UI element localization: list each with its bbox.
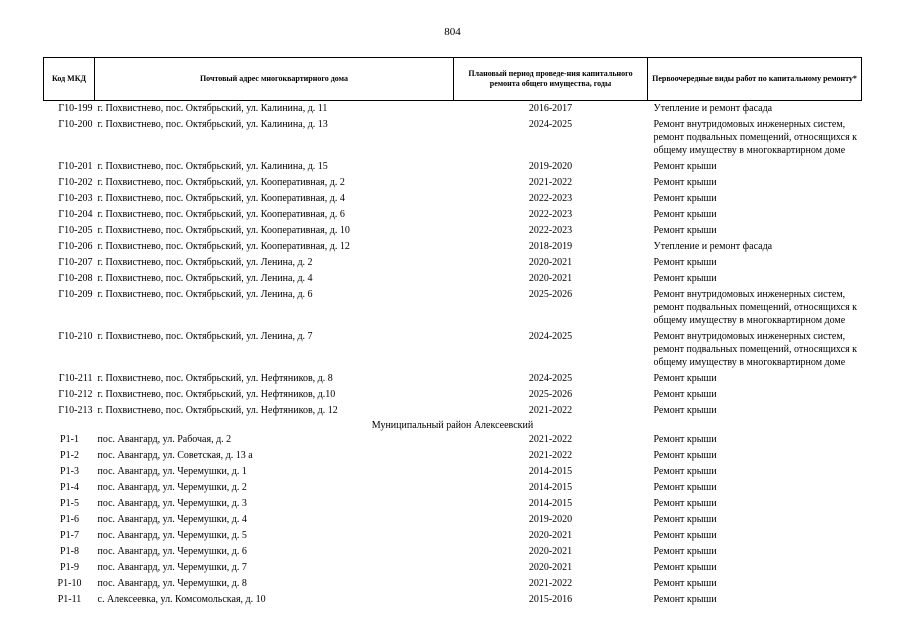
cell-address: г. Похвистнево, пос. Октябрьский, ул. Кооперативная, д. 12 xyxy=(97,241,350,252)
table-row xyxy=(44,207,862,223)
table-row xyxy=(44,448,862,464)
cell-address: г. Похвистнево, пос. Октябрьский, ул. Кооперативная, д. 10 xyxy=(97,225,350,236)
cell-address: пос. Авангард, ул. Черемушки, д. 3 xyxy=(97,498,247,509)
cell-address: пос. Авангард, ул. Рабочая, д. 2 xyxy=(97,434,232,445)
cell-work: Ремонт крыши xyxy=(653,161,717,172)
cell-work: Ремонт внутридомовых инженерных систем, ремонт подвальных помещений, относящихся к общему имуществу в многоквартирном доме xyxy=(653,289,858,326)
cell-address: г. Похвистнево, пос. Октябрьский, ул. Нефтяников, д. 12 xyxy=(97,405,338,416)
cell-address: г. Похвистнево, пос. Октябрьский, ул. Нефтяников, д.10 xyxy=(97,389,336,400)
cell-period: 2020-2021 xyxy=(528,257,573,268)
cell-period: 2018-2019 xyxy=(528,241,573,252)
table-row xyxy=(44,287,862,329)
cell-work: Ремонт крыши xyxy=(653,482,717,493)
table-row xyxy=(44,101,862,118)
cell-work: Ремонт крыши xyxy=(653,373,717,384)
cell-period: 2021-2022 xyxy=(528,405,573,416)
cell-work: Ремонт крыши xyxy=(653,434,717,445)
cell-address: г. Похвистнево, пос. Октябрьский, ул. Ленина, д. 2 xyxy=(97,257,313,268)
cell-period: 2021-2022 xyxy=(528,177,573,188)
cell-period: 2020-2021 xyxy=(528,562,573,573)
repair-schedule-table xyxy=(43,57,862,608)
table-row xyxy=(44,528,862,544)
table-row xyxy=(44,255,862,271)
cell-address: г. Похвистнево, пос. Октябрьский, ул. Ленина, д. 6 xyxy=(97,289,313,300)
cell-address: г. Похвистнево, пос. Октябрьский, ул. Калинина, д. 11 xyxy=(97,103,328,114)
table-row xyxy=(44,403,862,419)
table-row xyxy=(44,576,862,592)
header-code: Код МКД xyxy=(44,58,95,101)
table-row xyxy=(44,480,862,496)
cell-period: 2019-2020 xyxy=(528,161,573,172)
cell-address: г. Похвистнево, пос. Октябрьский, ул. Калинина, д. 13 xyxy=(97,119,328,130)
cell-period: 2022-2023 xyxy=(528,209,573,220)
cell-code: Г10-202 xyxy=(58,177,93,188)
cell-code: Г10-200 xyxy=(58,119,93,130)
cell-period: 2025-2026 xyxy=(528,289,573,300)
cell-work: Ремонт крыши xyxy=(653,562,717,573)
cell-period: 2022-2023 xyxy=(528,225,573,236)
cell-work: Ремонт крыши xyxy=(653,389,717,400)
cell-code: Г10-212 xyxy=(58,389,93,400)
cell-address: г. Похвистнево, пос. Октябрьский, ул. Калинина, д. 15 xyxy=(97,161,328,172)
cell-code: Р1-7 xyxy=(60,530,79,541)
cell-work: Ремонт крыши xyxy=(653,405,717,416)
header-period: Плановый период проведе-ния капитального ремонта общего имущества, годы xyxy=(454,58,648,101)
cell-work: Ремонт крыши xyxy=(653,450,717,461)
table-row xyxy=(44,496,862,512)
cell-period: 2020-2021 xyxy=(528,546,573,557)
cell-address: г. Похвистнево, пос. Октябрьский, ул. Нефтяников, д. 8 xyxy=(97,373,333,384)
cell-code: Р1-2 xyxy=(60,450,79,461)
table-row xyxy=(44,191,862,207)
cell-work: Ремонт крыши xyxy=(653,177,717,188)
table-row xyxy=(44,432,862,448)
cell-address: г. Похвистнево, пос. Октябрьский, ул. Кооперативная, д. 4 xyxy=(97,193,345,204)
cell-code: Р1-10 xyxy=(57,578,82,589)
cell-period: 2025-2026 xyxy=(528,389,573,400)
cell-code: Г10-209 xyxy=(58,289,93,300)
cell-period: 2016-2017 xyxy=(528,103,573,114)
cell-code: Г10-204 xyxy=(58,209,93,220)
cell-code: Г10-207 xyxy=(58,257,93,268)
cell-code: Р1-9 xyxy=(60,562,79,573)
cell-period: 2019-2020 xyxy=(528,514,573,525)
table-row xyxy=(44,117,862,159)
cell-code: Р1-11 xyxy=(57,594,82,605)
cell-address: пос. Авангард, ул. Черемушки, д. 2 xyxy=(97,482,247,493)
cell-work: Ремонт крыши xyxy=(653,193,717,204)
cell-code: Р1-6 xyxy=(60,514,79,525)
cell-code: Р1-1 xyxy=(60,434,79,445)
cell-address: пос. Авангард, ул. Черемушки, д. 5 xyxy=(97,530,247,541)
cell-code: Г10-201 xyxy=(58,161,93,172)
cell-code: Г10-205 xyxy=(58,225,93,236)
table-row xyxy=(44,560,862,576)
cell-period: 2020-2021 xyxy=(528,273,573,284)
cell-work: Ремонт крыши xyxy=(653,273,717,284)
cell-address: пос. Авангард, ул. Советская, д. 13 а xyxy=(97,450,253,461)
table-row xyxy=(44,544,862,560)
cell-work: Ремонт крыши xyxy=(653,209,717,220)
cell-work: Ремонт крыши xyxy=(653,530,717,541)
table-row xyxy=(44,223,862,239)
cell-period: 2021-2022 xyxy=(528,450,573,461)
cell-address: г. Похвистнево, пос. Октябрьский, ул. Кооперативная, д. 2 xyxy=(97,177,345,188)
cell-code: Р1-5 xyxy=(60,498,79,509)
cell-address: пос. Авангард, ул. Черемушки, д. 7 xyxy=(97,562,247,573)
cell-address: г. Похвистнево, пос. Октябрьский, ул. Ленина, д. 7 xyxy=(97,331,313,342)
cell-address: г. Похвистнево, пос. Октябрьский, ул. Ленина, д. 4 xyxy=(97,273,313,284)
table-row xyxy=(44,159,862,175)
page-number: 804 xyxy=(444,26,461,38)
cell-work: Ремонт крыши xyxy=(653,466,717,477)
table-row xyxy=(44,271,862,287)
cell-work: Утепление и ремонт фасада xyxy=(653,241,773,252)
table-body xyxy=(44,101,862,609)
cell-period: 2020-2021 xyxy=(528,530,573,541)
table-row xyxy=(44,329,862,371)
cell-address: пос. Авангард, ул. Черемушки, д. 6 xyxy=(97,546,247,557)
cell-address: г. Похвистнево, пос. Октябрьский, ул. Кооперативная, д. 6 xyxy=(97,209,345,220)
cell-code: Г10-199 xyxy=(58,103,93,114)
cell-code: Г10-211 xyxy=(58,373,93,384)
table-row xyxy=(44,371,862,387)
table-row xyxy=(44,239,862,255)
cell-address: пос. Авангард, ул. Черемушки, д. 4 xyxy=(97,514,247,525)
cell-period: 2024-2025 xyxy=(528,119,573,130)
cell-code: Г10-203 xyxy=(58,193,93,204)
cell-period: 2014-2015 xyxy=(528,482,573,493)
cell-period: 2014-2015 xyxy=(528,466,573,477)
cell-work: Ремонт крыши xyxy=(653,514,717,525)
cell-period: 2021-2022 xyxy=(528,434,573,445)
table-row xyxy=(44,175,862,191)
cell-code: Г10-208 xyxy=(58,273,93,284)
cell-code: Г10-213 xyxy=(58,405,93,416)
cell-work: Ремонт крыши xyxy=(653,225,717,236)
district-row xyxy=(44,419,862,432)
cell-address: пос. Авангард, ул. Черемушки, д. 8 xyxy=(97,578,247,589)
cell-work: Ремонт крыши xyxy=(653,257,717,268)
cell-work: Ремонт внутридомовых инженерных систем, ремонт подвальных помещений, относящихся к общему имуществу в многоквартирном доме xyxy=(653,119,858,156)
district-title: Муниципальный район Алексеевский xyxy=(371,420,534,431)
cell-period: 2021-2022 xyxy=(528,578,573,589)
cell-address: с. Алексеевка, ул. Комсомольская, д. 10 xyxy=(97,594,266,605)
table-row xyxy=(44,387,862,403)
cell-period: 2024-2025 xyxy=(528,331,573,342)
header-works: Первоочередные виды работ по капитальному ремонту* xyxy=(648,58,862,101)
table-row xyxy=(44,464,862,480)
cell-work: Ремонт крыши xyxy=(653,594,717,605)
cell-work: Утепление и ремонт фасада xyxy=(653,103,773,114)
table-row xyxy=(44,512,862,528)
cell-period: 2014-2015 xyxy=(528,498,573,509)
cell-code: Г10-210 xyxy=(58,331,93,342)
header-address: Почтовый адрес многоквартирного дома xyxy=(95,58,454,101)
cell-work: Ремонт крыши xyxy=(653,498,717,509)
cell-work: Ремонт крыши xyxy=(653,578,717,589)
cell-period: 2022-2023 xyxy=(528,193,573,204)
cell-address: пос. Авангард, ул. Черемушки, д. 1 xyxy=(97,466,247,477)
cell-work: Ремонт внутридомовых инженерных систем, ремонт подвальных помещений, относящихся к общему имуществу в многоквартирном доме xyxy=(653,331,858,368)
cell-period: 2015-2016 xyxy=(528,594,573,605)
table-row xyxy=(44,592,862,608)
cell-work: Ремонт крыши xyxy=(653,546,717,557)
cell-code: Р1-8 xyxy=(60,546,79,557)
table-header xyxy=(44,58,862,101)
cell-period: 2024-2025 xyxy=(528,373,573,384)
cell-code: Р1-4 xyxy=(60,482,79,493)
cell-code: Р1-3 xyxy=(60,466,79,477)
cell-code: Г10-206 xyxy=(58,241,93,252)
